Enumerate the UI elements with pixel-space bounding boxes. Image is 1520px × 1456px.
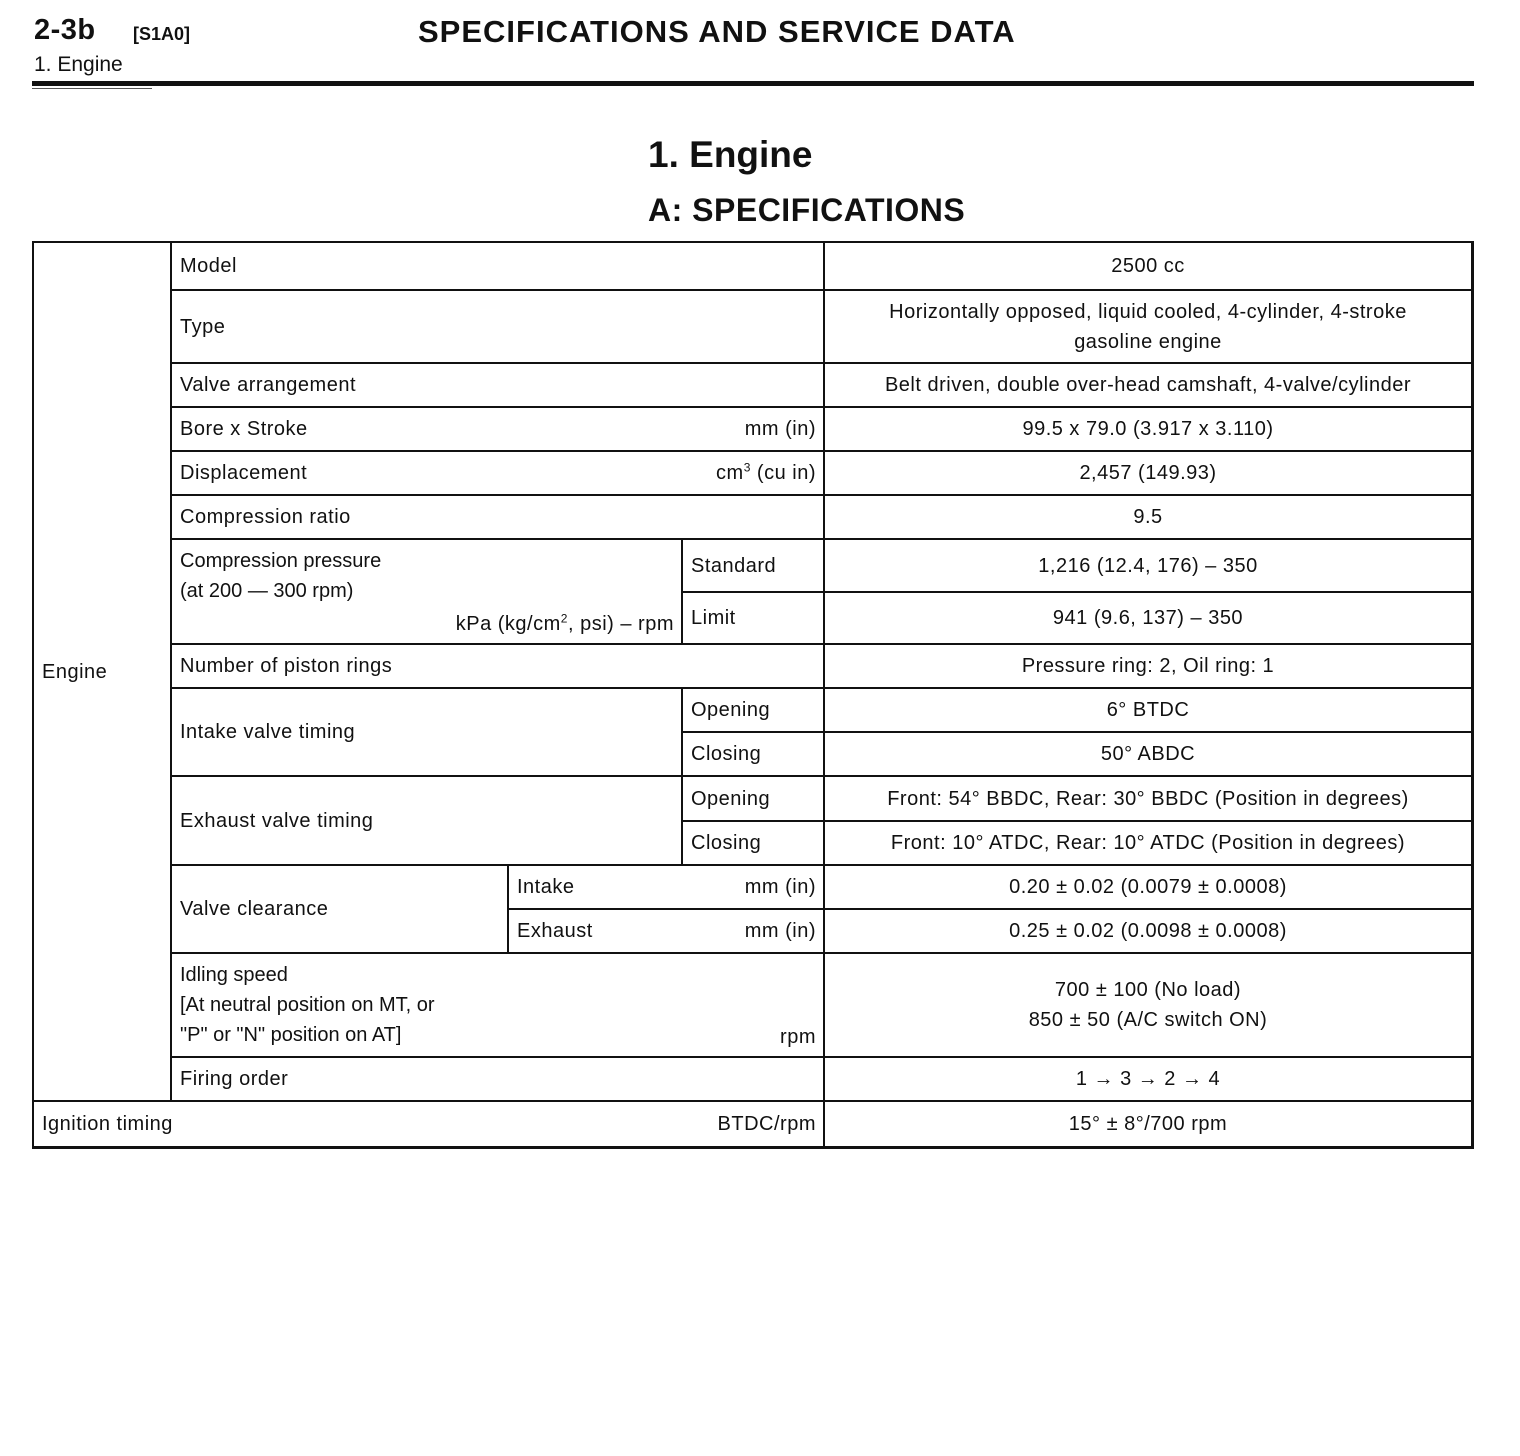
intake-timing-label-cell bbox=[170, 687, 681, 775]
model-label: Model bbox=[180, 255, 237, 277]
ignition-timing-value: 15° ± 8°/700 rpm bbox=[1068, 1113, 1228, 1135]
compression-pressure-unit-post: , psi) – rpm bbox=[567, 613, 674, 635]
model-value-cell bbox=[823, 241, 1474, 289]
clearance-exhaust-label: Exhaust bbox=[517, 920, 593, 942]
page-subtitle: 1. Engine bbox=[34, 53, 123, 76]
compression-ratio-label: Compression ratio bbox=[180, 506, 351, 528]
page-title: SPECIFICATIONS AND SERVICE DATA bbox=[418, 14, 1016, 49]
page-code: 2-3b bbox=[34, 14, 96, 46]
idling-speed-label bbox=[180, 960, 435, 1050]
exhaust-closing-value: Front: 10° ATDC, Rear: 10° ATDC (Position in degrees) bbox=[890, 832, 1406, 854]
displacement-label: Displacement bbox=[180, 462, 308, 484]
clearance-intake-label-cell bbox=[507, 864, 823, 908]
type-value-cell bbox=[823, 289, 1474, 362]
compression-limit-label-cell bbox=[681, 591, 823, 643]
exhaust-timing-label-cell bbox=[170, 775, 681, 864]
compression-standard-value-cell bbox=[823, 538, 1474, 591]
displacement-label-cell bbox=[170, 450, 823, 494]
compression-ratio-value: 9.5 bbox=[1133, 506, 1163, 528]
bore-stroke-label: Bore x Stroke bbox=[180, 418, 308, 440]
compression-pressure-label bbox=[180, 546, 381, 606]
ignition-timing-label-cell bbox=[32, 1100, 823, 1149]
compression-standard-label-cell bbox=[681, 538, 823, 591]
valve-arrangement-label: Valve arrangement bbox=[180, 374, 356, 396]
compression-limit-label: Limit bbox=[691, 607, 736, 629]
intake-opening-label-cell bbox=[681, 687, 823, 731]
bore-stroke-value: 99.5 x 79.0 (3.917 x 3.110) bbox=[1022, 418, 1274, 440]
intake-opening-value-cell bbox=[823, 687, 1474, 731]
piston-rings-value: Pressure ring: 2, Oil ring: 1 bbox=[1021, 655, 1275, 677]
firing-order-label: Firing order bbox=[180, 1068, 289, 1090]
idling-speed-label-cell bbox=[170, 952, 823, 1056]
firing-order-value-cell bbox=[823, 1056, 1474, 1100]
compression-limit-value: 941 (9.6, 137) – 350 bbox=[1052, 607, 1244, 629]
intake-opening-value: 6° BTDC bbox=[1106, 699, 1190, 721]
idling-speed-label-line2: [At neutral position on MT, or bbox=[180, 994, 435, 1016]
compression-pressure-unit-pre: kPa (kg/cm bbox=[455, 613, 561, 635]
exhaust-opening-label-cell bbox=[681, 775, 823, 820]
idling-speed-value-line2: 850 ± 50 (A/C switch ON) bbox=[1028, 1009, 1268, 1031]
engine-group-label: Engine bbox=[42, 660, 108, 683]
compression-pressure-label-line1: Compression pressure bbox=[180, 550, 382, 572]
ignition-timing-label: Ignition timing bbox=[42, 1113, 173, 1135]
intake-closing-label-cell bbox=[681, 731, 823, 775]
clearance-exhaust-value-cell bbox=[823, 908, 1474, 952]
type-label-cell bbox=[170, 289, 823, 362]
engine-group-cell bbox=[32, 241, 170, 1100]
type-label: Type bbox=[180, 315, 226, 338]
compression-pressure-unit bbox=[456, 609, 674, 639]
idling-speed-value-line1: 700 ± 100 (No load) bbox=[1054, 979, 1242, 1001]
bore-stroke-value-cell bbox=[823, 406, 1474, 450]
idling-speed-value bbox=[825, 975, 1471, 1035]
clearance-intake-unit: mm (in) bbox=[744, 876, 816, 898]
exhaust-timing-label: Exhaust valve timing bbox=[180, 809, 374, 832]
intake-timing-label: Intake valve timing bbox=[180, 721, 356, 743]
clearance-intake-value-cell bbox=[823, 864, 1474, 908]
exhaust-opening-value: Front: 54° BBDC, Rear: 30° BBDC (Position in degrees) bbox=[887, 787, 1409, 810]
displacement-value-cell bbox=[823, 450, 1474, 494]
valve-clearance-label: Valve clearance bbox=[180, 898, 329, 920]
clearance-exhaust-unit: mm (in) bbox=[744, 920, 816, 942]
compression-ratio-value-cell bbox=[823, 494, 1474, 538]
exhaust-opening-value-cell bbox=[823, 775, 1474, 820]
exhaust-closing-label-cell bbox=[681, 820, 823, 864]
displacement-value: 2,457 (149.93) bbox=[1079, 462, 1217, 484]
type-value bbox=[825, 297, 1471, 357]
ignition-timing-value-cell bbox=[823, 1100, 1474, 1149]
displacement-unit bbox=[716, 458, 816, 488]
displacement-unit-sup: 3 bbox=[743, 460, 751, 475]
valve-arrangement-label-cell bbox=[170, 362, 823, 406]
idling-speed-unit: rpm bbox=[780, 1026, 816, 1048]
displacement-unit-pre: cm bbox=[716, 462, 744, 484]
firing-order-label-cell bbox=[170, 1056, 823, 1100]
clearance-intake-value: 0.20 ± 0.02 (0.0079 ± 0.0008) bbox=[1009, 876, 1287, 898]
piston-rings-label-cell bbox=[170, 643, 823, 687]
compression-limit-value-cell bbox=[823, 591, 1474, 643]
compression-standard-label: Standard bbox=[691, 554, 777, 577]
exhaust-closing-value-cell bbox=[823, 820, 1474, 864]
ignition-timing-unit: BTDC/rpm bbox=[717, 1113, 816, 1135]
section-subtitle: A: SPECIFICATIONS bbox=[648, 192, 966, 228]
firing-order-value: 1 → 3 → 2 → 4 bbox=[1075, 1068, 1221, 1090]
header-rule-thin bbox=[32, 88, 152, 89]
displacement-unit-post: (cu in) bbox=[750, 462, 816, 484]
header-rule bbox=[32, 81, 1474, 86]
section-title: 1. Engine bbox=[648, 134, 813, 175]
intake-closing-label: Closing bbox=[691, 743, 762, 765]
exhaust-closing-label: Closing bbox=[691, 832, 762, 854]
intake-closing-value-cell bbox=[823, 731, 1474, 775]
valve-clearance-label-cell bbox=[170, 864, 507, 952]
valve-arrangement-value: Belt driven, double over-head camshaft, 4-valve/cylinder bbox=[884, 374, 1412, 396]
ref-code: [S1A0] bbox=[133, 24, 191, 44]
idling-speed-label-line1: Idling speed bbox=[180, 964, 288, 986]
idling-speed-value-cell bbox=[823, 952, 1474, 1056]
bore-stroke-label-cell bbox=[170, 406, 823, 450]
clearance-exhaust-value: 0.25 ± 0.02 (0.0098 ± 0.0008) bbox=[1009, 920, 1287, 942]
piston-rings-value-cell bbox=[823, 643, 1474, 687]
compression-pressure-label-cell bbox=[170, 538, 681, 643]
valve-arrangement-value-cell bbox=[823, 362, 1474, 406]
model-label-cell bbox=[170, 241, 823, 289]
intake-closing-value: 50° ABDC bbox=[1100, 743, 1196, 765]
idling-speed-label-line3: "P" or "N" position on AT] bbox=[180, 1024, 402, 1046]
clearance-exhaust-label-cell bbox=[507, 908, 823, 952]
type-value-line2: gasoline engine bbox=[1074, 330, 1222, 353]
compression-standard-value: 1,216 (12.4, 176) – 350 bbox=[1038, 554, 1258, 577]
model-value: 2500 cc bbox=[1111, 255, 1185, 277]
compression-ratio-label-cell bbox=[170, 494, 823, 538]
clearance-intake-label: Intake bbox=[517, 876, 575, 898]
piston-rings-label: Number of piston rings bbox=[180, 655, 393, 677]
compression-pressure-label-line2: (at 200 — 300 rpm) bbox=[180, 580, 354, 602]
intake-opening-label: Opening bbox=[691, 699, 771, 721]
type-value-line1: Horizontally opposed, liquid cooled, 4-cylinder, 4-stroke bbox=[889, 300, 1407, 323]
exhaust-opening-label: Opening bbox=[691, 787, 771, 810]
compression-pressure-unit-sup: 2 bbox=[560, 611, 568, 626]
bore-stroke-unit: mm (in) bbox=[744, 418, 816, 440]
